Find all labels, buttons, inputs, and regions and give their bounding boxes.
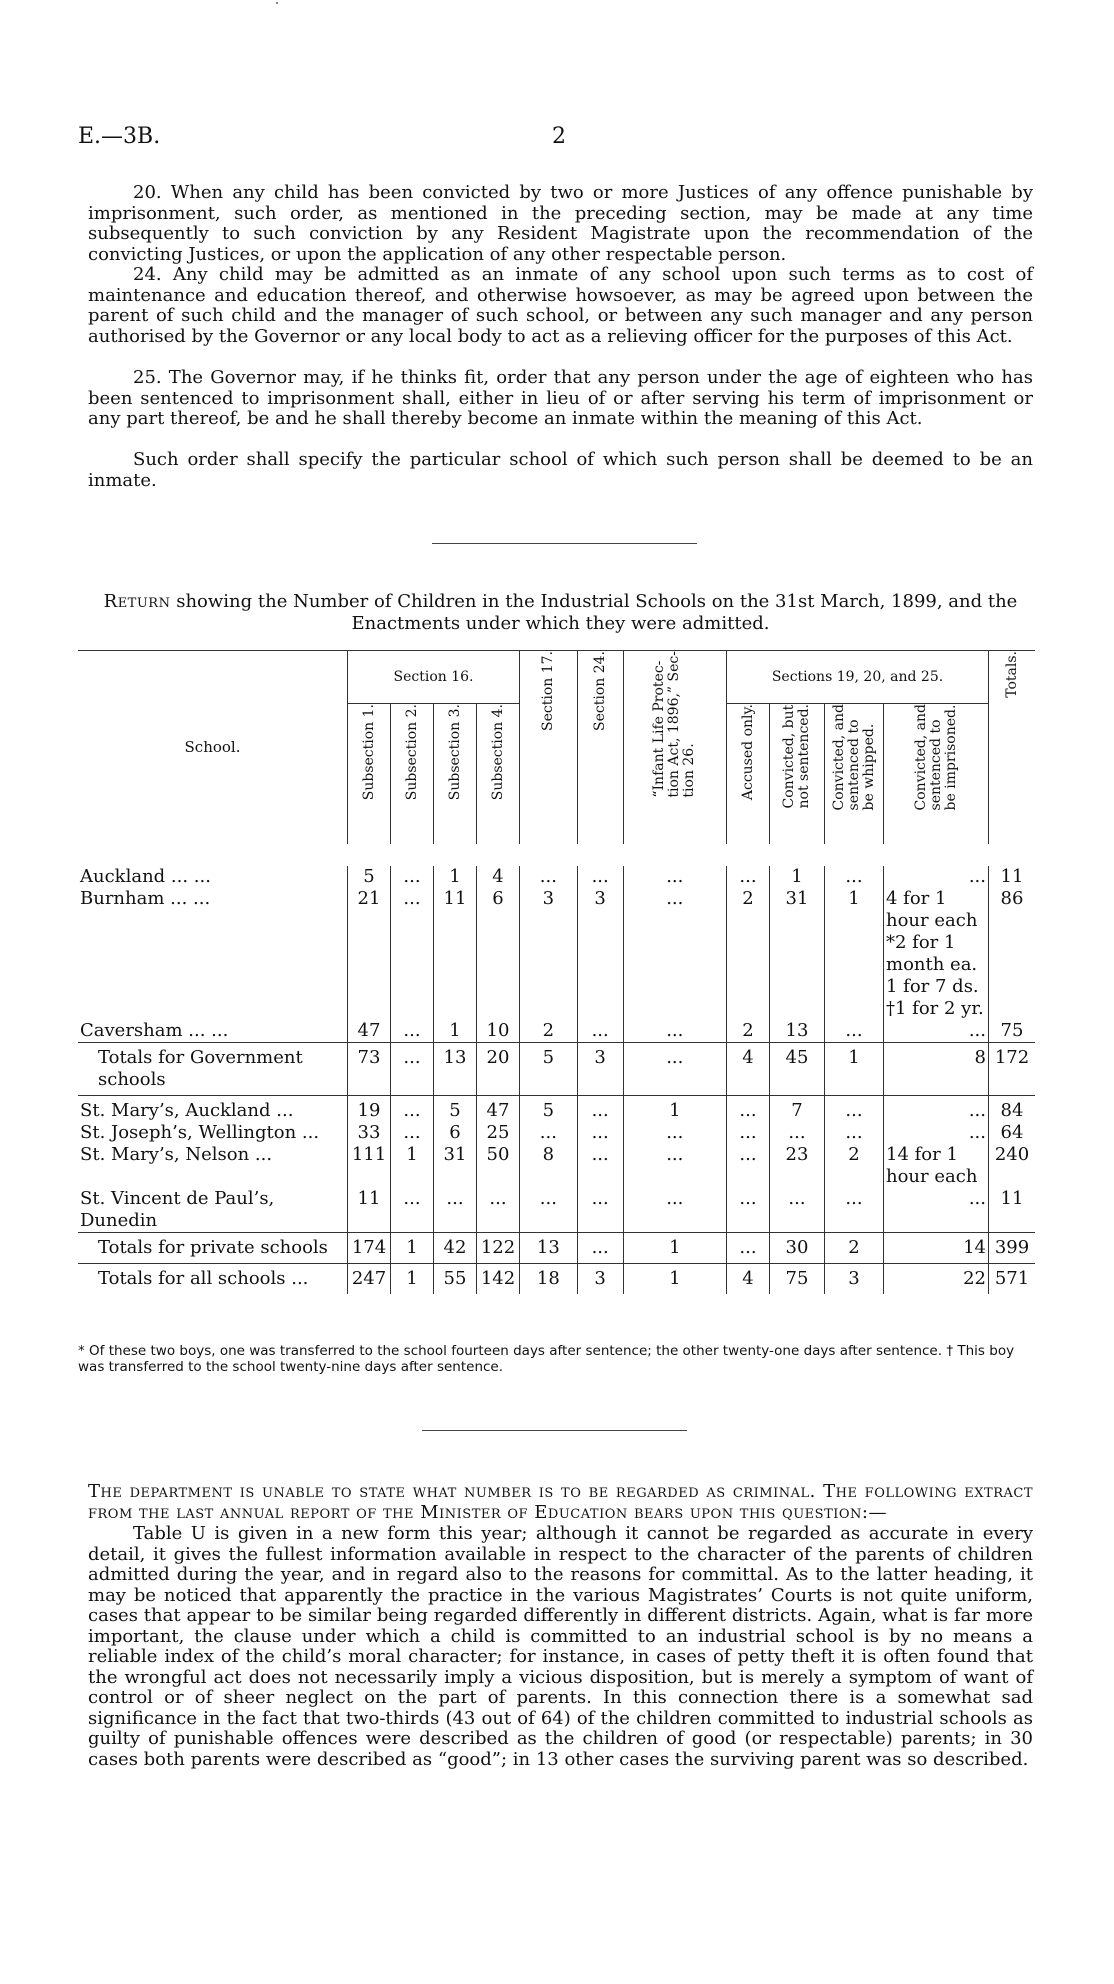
- table-cell: 3: [577, 1263, 623, 1294]
- school-column-header: School.: [78, 651, 348, 844]
- table-cell: ...: [884, 1095, 989, 1122]
- table-cell: ...: [577, 1020, 623, 1043]
- table-cell: 2: [520, 1020, 578, 1043]
- col-header: [348, 704, 391, 844]
- sections-19-20-25-group-header: Sections 19, 20, and 25.: [727, 651, 989, 704]
- col-header: [825, 704, 884, 844]
- table-cell: 240: [989, 1144, 1036, 1188]
- table-cell: ...: [825, 866, 884, 888]
- table-cell: 247: [348, 1263, 391, 1294]
- table-cell: ...: [391, 1020, 434, 1043]
- section-25-paragraph: 25. The Governor may, if he thinks fit, order that any person under the age of eighteen who has been sentenced to imprisonment shall, either in lieu of or after serving his term of imprisonment or any part thereof, be and he shall thereby become an inmate within the meaning of this Act.: [88, 367, 1033, 429]
- table-cell: 1: [434, 1020, 477, 1043]
- table-cell: 5: [520, 1042, 578, 1095]
- col-label: Section 24.: [591, 651, 608, 731]
- table-cell: ...: [884, 1020, 989, 1043]
- table-cell: 75: [770, 1263, 825, 1294]
- table-cell: ...: [391, 1122, 434, 1144]
- table-cell: 25: [477, 1122, 520, 1144]
- table-row: [78, 1144, 1035, 1188]
- industrial-schools-return-table: [78, 650, 1035, 1294]
- table-cell: ...: [623, 866, 726, 888]
- table-cell: ...: [825, 1122, 884, 1144]
- header-spacer-row: [78, 844, 1035, 866]
- col-header: [770, 704, 825, 844]
- table-cell: 3: [825, 1263, 884, 1294]
- table-cell: 11: [434, 888, 477, 1020]
- table-cell: 1: [623, 1263, 726, 1294]
- table-cell: 2: [727, 888, 770, 1020]
- table-cell: 4: [727, 1263, 770, 1294]
- table-footnote: * Of these two boys, one was transferred to the school fourteen days after sentence; the other twenty-one days after sentence. † This boy was transferred to the school twenty-nine days after sentence.: [78, 1343, 1015, 1375]
- table-cell: 45: [770, 1042, 825, 1095]
- school-name-cell: St. Joseph’s, Wellington ...: [80, 1121, 320, 1143]
- table-row: [78, 1232, 1035, 1263]
- table-cell: 18: [520, 1263, 578, 1294]
- table-cell: 1: [825, 888, 884, 1020]
- table-row: [78, 1020, 1035, 1043]
- table-cell: 20: [477, 1042, 520, 1095]
- table-cell: 55: [434, 1263, 477, 1294]
- table-cell: 3: [577, 888, 623, 1020]
- col-label: Accused only.: [739, 704, 756, 801]
- table-cell: ...: [577, 1095, 623, 1122]
- col-label: Subsection 1.: [360, 704, 377, 801]
- table-cell: 8: [884, 1042, 989, 1095]
- table-cell: ...: [884, 1122, 989, 1144]
- section-24-paragraph: 24. Any child may be admitted as an inmate of any school upon such terms as to cost of maintenance and education thereof, and otherwise howsoever, as may be agreed upon between the parent of such child and the manager of such school, or between any such manager and any person authorised by the Governor or any local body to act as a relieving officer for the purposes of this Act.: [88, 264, 1033, 347]
- table-cell: 21: [348, 888, 391, 1020]
- table-cell: 174: [348, 1232, 391, 1263]
- table-cell: 5: [348, 866, 391, 888]
- table-cell: 6: [434, 1122, 477, 1144]
- table-cell: 11: [348, 1188, 391, 1233]
- col-header: [434, 704, 477, 844]
- table-cell: 7: [770, 1095, 825, 1122]
- table-row: [78, 1095, 1035, 1122]
- table-cell: 172: [989, 1042, 1036, 1095]
- table-cell: 13: [520, 1232, 578, 1263]
- section-16-group-header: Section 16.: [348, 651, 520, 704]
- table-cell: ...: [520, 1122, 578, 1144]
- table-cell: 13: [770, 1020, 825, 1043]
- col-label: Subsection 4.: [489, 704, 506, 801]
- table-cell: ...: [391, 1095, 434, 1122]
- table-cell: ...: [520, 1188, 578, 1233]
- section-20-paragraph: 20. When any child has been convicted by two or more Justices of any offence punishable by imprisonment, such order, as mentioned in the preceding section, may be made at any time subsequently to such conviction by any Resident Magistrate upon the recommendation of the convicting Justices, or upon the application of any other respectable person.: [88, 182, 1033, 265]
- col-label: Subsection 3.: [446, 704, 463, 801]
- table-cell: ...: [623, 1020, 726, 1043]
- table-cell: 11: [989, 1188, 1036, 1233]
- school-name-cell: Auckland ... ...: [80, 865, 211, 887]
- table-cell: 47: [348, 1020, 391, 1043]
- col-label-multi: Convicted, and sentenced to be imprisoned.: [912, 704, 959, 811]
- school-name-cell: Caversham ... ...: [80, 1019, 229, 1041]
- school-name-cell: Totals for private schools: [78, 1232, 348, 1263]
- col-label: Subsection 2.: [403, 704, 420, 801]
- table-cell: 1: [434, 866, 477, 888]
- table-cell: ...: [825, 1020, 884, 1043]
- table-cell: ...: [770, 1188, 825, 1233]
- table-cell: ...: [825, 1095, 884, 1122]
- table-cell: 122: [477, 1232, 520, 1263]
- table-cell: 4: [477, 866, 520, 888]
- table-row: [78, 1263, 1035, 1294]
- scan-speck: [276, 2, 278, 4]
- table-cell: ...: [727, 1188, 770, 1233]
- table-cell: ...: [623, 888, 726, 1020]
- table-cell: 4: [727, 1042, 770, 1095]
- table-cell: ...: [825, 1188, 884, 1233]
- table-cell: 5: [434, 1095, 477, 1122]
- table-cell: ...: [391, 1042, 434, 1095]
- table-cell: ...: [623, 1144, 726, 1188]
- table-cell: 30: [770, 1232, 825, 1263]
- table-cell: 6: [477, 888, 520, 1020]
- col-header: [577, 651, 623, 844]
- table-cell: ...: [434, 1188, 477, 1233]
- table-cell: ...: [623, 1122, 726, 1144]
- table-cell: 4 for 1 hour each *2 for 1 month ea. 1 for 7 ds. †1 for 2 yr.: [884, 888, 989, 1020]
- col-header: [727, 704, 770, 844]
- table-cell: ...: [391, 1188, 434, 1233]
- table-cell: 2: [825, 1144, 884, 1188]
- table-row: [78, 1188, 1035, 1233]
- table-row: [78, 1122, 1035, 1144]
- table-cell: 42: [434, 1232, 477, 1263]
- table-cell: 11: [989, 866, 1036, 888]
- page-number: 2: [552, 124, 566, 149]
- table-cell: 1: [770, 866, 825, 888]
- divider: [432, 543, 697, 544]
- col-label-multi: “Infant Life Protec- tion Act, 1896,” Sec- tion 26.: [651, 651, 698, 798]
- school-name-cell: Totals for Government schools: [78, 1042, 348, 1095]
- table-cell: 14: [884, 1232, 989, 1263]
- table-cell: ...: [884, 1188, 989, 1233]
- table-cell: ...: [884, 866, 989, 888]
- table-cell: 10: [477, 1020, 520, 1043]
- table-cell: ...: [577, 1188, 623, 1233]
- table-cell: 2: [825, 1232, 884, 1263]
- table-cell: 33: [348, 1122, 391, 1144]
- table-row: [78, 1042, 1035, 1095]
- col-label-multi: Convicted, and sentenced to be whipped.: [830, 704, 877, 811]
- table-cell: ...: [391, 866, 434, 888]
- table-cell: 1: [391, 1263, 434, 1294]
- table-cell: 5: [520, 1095, 578, 1122]
- table-cell: 399: [989, 1232, 1036, 1263]
- table-cell: ...: [477, 1188, 520, 1233]
- col-label-multi: Convicted, but not sentenced.: [781, 704, 812, 809]
- table-cell: ...: [727, 1122, 770, 1144]
- school-name-cell: Totals for all schools ...: [78, 1263, 348, 1294]
- table-cell: ...: [520, 866, 578, 888]
- table-cell: ...: [727, 1232, 770, 1263]
- table-cell: ...: [577, 1144, 623, 1188]
- table-cell: ...: [727, 1144, 770, 1188]
- col-label: Section 17.: [539, 651, 556, 731]
- table-cell: ...: [623, 1042, 726, 1095]
- table-cell: 22: [884, 1263, 989, 1294]
- table-cell: 111: [348, 1144, 391, 1188]
- table-cell: 50: [477, 1144, 520, 1188]
- col-header: [623, 651, 726, 844]
- table-cell: 1: [391, 1232, 434, 1263]
- table-cell: 2: [727, 1020, 770, 1043]
- order-paragraph: Such order shall specify the particular school of which such person shall be deemed to be an inmate.: [88, 449, 1033, 491]
- table-cell: 3: [520, 888, 578, 1020]
- table-caption: Return showing the Number of Children in the Industrial Schools on the 31st March, 1899, and the Enactments under which they were admitted.: [103, 591, 1018, 634]
- school-name-cell: Burnham ... ...: [80, 887, 211, 909]
- table-cell: 64: [989, 1122, 1036, 1144]
- table-cell: 84: [989, 1095, 1036, 1122]
- closing-paragraph-1: The department is unable to state what number is to be regarded as criminal. The following extract from the last annual report of the Minister of Education bears upon this question:—: [88, 1481, 1033, 1523]
- col-header: [477, 704, 520, 844]
- table-cell: 142: [477, 1263, 520, 1294]
- table-cell: 1: [623, 1095, 726, 1122]
- table-row: [78, 888, 1035, 1020]
- table-cell: 14 for 1 hour each: [884, 1144, 989, 1188]
- table-cell: ...: [577, 1232, 623, 1263]
- table-row: [78, 866, 1035, 888]
- table-cell: 8: [520, 1144, 578, 1188]
- table-cell: 31: [434, 1144, 477, 1188]
- table-cell: 1: [623, 1232, 726, 1263]
- table-cell: 1: [391, 1144, 434, 1188]
- school-name-cell: St. Mary’s, Nelson ...: [80, 1143, 273, 1165]
- table-cell: 86: [989, 888, 1036, 1020]
- table-cell: 23: [770, 1144, 825, 1188]
- col-header: [989, 651, 1036, 844]
- table-cell: 19: [348, 1095, 391, 1122]
- table-body: [78, 844, 1035, 1294]
- document-reference: E.—3B.: [78, 124, 161, 149]
- col-label: Totals.: [1003, 651, 1020, 698]
- table-cell: ...: [577, 866, 623, 888]
- table-cell: 3: [577, 1042, 623, 1095]
- table-cell: 13: [434, 1042, 477, 1095]
- table-cell: ...: [623, 1188, 726, 1233]
- closing-paragraph-2: Table U is given in a new form this year; although it cannot be regarded as accurate in every detail, it gives the fullest information available in respect to the character of the parents of children admitted during the year, and in regard also to the reasons for committal. As to the latter heading, it may be noticed that apparently the practice in the various Magistrates’ Courts is not quite uniform, cases that appear to be similar being regarded differently in different districts. Again, what is far more important, the clause under which a child is committed to an industrial school is by no means a reliable index of the child’s moral character; for instance, in cases of petty theft it is often found that the wrongful act does not necessarily imply a vicious disposition, but is merely a symptom of want of control or of sheer neglect on the part of parents. In this connection there is a somewhat sad significance in the fact that two-thirds (43 out of 64) of the children committed to industrial schools as guilty of punishable offences were described as the children of good (or respectable) parents; in 30 cases both parents were described as “good”; in 13 other cases the surviving parent was so described.: [88, 1523, 1033, 1770]
- table-cell: 47: [477, 1095, 520, 1122]
- table-cell: ...: [577, 1122, 623, 1144]
- divider: [422, 1430, 687, 1431]
- table-cell: 31: [770, 888, 825, 1020]
- table-cell: 75: [989, 1020, 1036, 1043]
- table-cell: 571: [989, 1263, 1036, 1294]
- col-header: [391, 704, 434, 844]
- table-cell: 1: [825, 1042, 884, 1095]
- table-cell: ...: [770, 1122, 825, 1144]
- col-header: [884, 704, 989, 844]
- school-name-cell: St. Vincent de Paul’s, Dunedin: [80, 1187, 275, 1231]
- table-cell: ...: [727, 866, 770, 888]
- table-cell: 73: [348, 1042, 391, 1095]
- col-header: [520, 651, 578, 844]
- table-cell: ...: [391, 888, 434, 1020]
- school-name-cell: St. Mary’s, Auckland ...: [78, 1095, 348, 1122]
- table-cell: ...: [727, 1095, 770, 1122]
